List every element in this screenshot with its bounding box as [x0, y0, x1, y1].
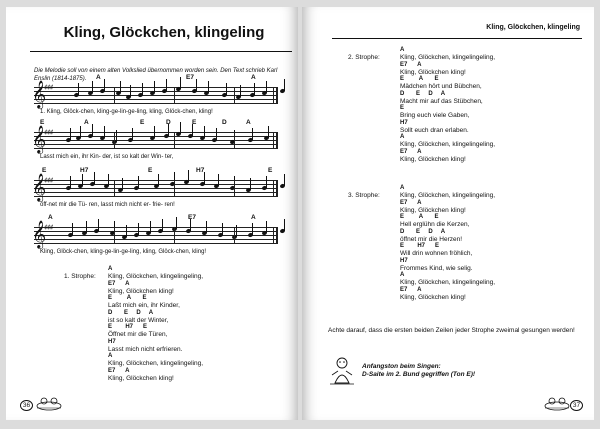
lyric-line: Kling, Glöckchen kling! [400, 293, 466, 301]
running-title: Kling, Glöckchen, klingeling [486, 24, 580, 31]
right-page [302, 7, 594, 420]
starting-note-tip [362, 363, 582, 379]
lyric-line: Laßt mich ein, ihr Kinder, [108, 302, 180, 309]
treble-clef-icon: 𝄞 [32, 80, 47, 108]
chord-symbol: E [400, 105, 405, 111]
key-signature-icon: ♯♯♯ [44, 176, 53, 185]
cartoon-figure-icon [34, 395, 64, 411]
bar-line [174, 132, 175, 148]
left-page [6, 7, 298, 420]
bar-line [114, 132, 115, 148]
chord-symbol: E7 [186, 74, 194, 81]
chord-symbol: E7 A [108, 367, 130, 374]
chord-symbol: E7 A [108, 280, 130, 287]
chord-symbol: E [42, 167, 47, 174]
lyric-line: Lasst mich ein, ihr Kin- der, ist so kalt der Win- ter, [40, 154, 174, 160]
key-signature-icon: ♯♯♯ [44, 83, 53, 92]
title-rule [30, 51, 292, 52]
chord-symbol: A [251, 74, 256, 81]
chord-symbol: E A E [400, 214, 439, 220]
music-staff [32, 220, 278, 248]
chord-symbol: H7 [80, 167, 89, 174]
chord-symbol: D [166, 119, 171, 126]
chord-symbol: D E D A [108, 309, 154, 316]
bar-line [234, 180, 235, 196]
treble-clef-icon: 𝄞 [32, 220, 47, 248]
end-bar-line [273, 132, 278, 148]
bar-line [234, 132, 235, 148]
chord-symbol: H7 [400, 119, 408, 126]
lyric-line: Frommes Kind, wie selig. [400, 264, 473, 272]
chord-symbol: D E D A [400, 90, 446, 97]
chord-symbol: A [400, 185, 405, 191]
lyric-line: Will drin wohnen fröhlich, [400, 250, 473, 257]
chord-symbol: D [222, 119, 227, 126]
music-staff [32, 125, 278, 153]
chord-symbol: D E D A [400, 228, 446, 235]
bar-line [114, 180, 115, 196]
running-title-rule [332, 38, 582, 39]
lyric-line: Kling, Glöckchen, klingelingeling, [400, 141, 496, 148]
chord-symbol: H7 [196, 167, 205, 174]
lyric-line: Kling, Glöckchen, klingelingeling, [400, 192, 496, 199]
chord-symbol: A [108, 353, 113, 359]
bar-line [174, 180, 175, 196]
end-bar-line [273, 87, 278, 103]
key-signature-icon: ♯♯♯ [44, 128, 53, 137]
chord-row [36, 119, 276, 128]
lyric-line: Kling, Glöckchen, klingelingeling, [400, 279, 496, 286]
lyric-line: Kling, Glöckchen kling! [400, 68, 466, 76]
verse-1 [108, 266, 288, 382]
verse-3-label: 3. Strophe: [348, 192, 380, 199]
treble-clef-icon: 𝄞 [32, 173, 47, 201]
chord-symbol: E7 A [400, 61, 422, 68]
page-number-text: 37 [570, 400, 583, 411]
chord-symbol: A [400, 134, 405, 140]
chord-symbol: A [84, 119, 89, 126]
bar-line [174, 87, 175, 103]
cartoon-figure-icon [326, 353, 358, 385]
repeat-note: Achte darauf, dass die ersten beiden Zeilen jeder Strophe zweimal gesungen werden! [328, 327, 575, 334]
verse-2 [400, 47, 580, 163]
chord-row [36, 167, 276, 176]
treble-clef-icon: 𝄞 [32, 125, 47, 153]
lyric-line: ist so kalt der Winter, [108, 316, 169, 324]
lyric-line: Kling, Glöckchen, klingelingeling, [108, 273, 204, 280]
chord-symbol: E7 A [400, 199, 422, 206]
chord-symbol: H7 [108, 338, 116, 345]
song-title: Kling, Glöckchen, klingeling [63, 24, 265, 41]
lyric-line: Lasst mich nicht erfrieren. [108, 345, 183, 353]
chord-symbol: E7 [188, 214, 196, 221]
lyric-line: Kling, Glöckchen kling! [400, 155, 466, 163]
chord-symbol: E H7 E [108, 324, 148, 330]
chord-symbol: A [96, 74, 101, 81]
tip-line-2: D-Saite im 2. Bund gegriffen (Ton E)! [362, 371, 476, 378]
chord-symbol: E [268, 167, 273, 174]
chord-symbol: E [40, 119, 45, 126]
chord-symbol: E A E [108, 295, 147, 301]
bar-line [114, 227, 115, 243]
lyric-line: Kling, Glöckchen, klingelingeling, [108, 360, 204, 367]
chord-row [36, 214, 276, 223]
tip-line-1: Anfangston beim Singen: [362, 363, 441, 370]
lyric-line: Hell erglühn die Kerzen, [400, 221, 470, 228]
chord-symbol: E [192, 119, 197, 126]
chord-symbol: A [246, 119, 251, 126]
chord-symbol: A [108, 266, 113, 272]
lyric-line: Kling, Glöckchen kling! [400, 206, 466, 214]
verse-2-label: 2. Strophe: [348, 54, 380, 61]
lyric-line: Bring euch viele Gaben, [400, 112, 470, 119]
music-staff [32, 80, 278, 108]
bar-line [234, 227, 235, 243]
chord-symbol: H7 [400, 257, 408, 264]
chord-symbol: E H7 E [400, 243, 440, 249]
key-signature-icon: ♯♯♯ [44, 223, 53, 232]
intro-text: Die Melodie soll von einem alten Volkslied übernommen worden sein. Den Text schrieb Karl Enslin (1814-1875). [34, 68, 278, 82]
end-bar-line [273, 227, 278, 243]
chord-row [36, 74, 276, 83]
lyric-line: Kling, Glöck-chen, kling-ge-lin-ge-ling, kling, Glöck-chen, kling! [40, 249, 207, 255]
chord-symbol: E [148, 167, 153, 174]
page-number-left [20, 400, 33, 411]
page-number-text: 36 [20, 400, 33, 411]
page-number-right [570, 400, 583, 411]
chord-symbol: E7 A [400, 286, 422, 293]
lyric-line: öff-net mir die Tü- ren, lasst mich nicht er- frie- ren! [40, 202, 175, 208]
chord-symbol: E7 A [400, 148, 422, 155]
lyric-line: Mädchen hört und Bübchen, [400, 83, 482, 90]
lyric-line: öffnet mir die Herzen! [400, 235, 463, 243]
chord-symbol: E A E [400, 76, 439, 82]
lyric-line: 1. Kling, Glöck-chen, kling-ge-lin-ge-ling, kling, Glöck-chen, kling! [40, 109, 213, 115]
lyric-line: Macht mir auf das Stübchen, [400, 97, 483, 105]
bar-line [114, 87, 115, 103]
chord-symbol: E [140, 119, 145, 126]
lyric-line: Öffnet mir die Türen, [108, 331, 168, 338]
bar-line [174, 227, 175, 243]
music-staff [32, 173, 278, 201]
lyric-line: Kling, Glöckchen, klingelingeling, [400, 54, 496, 61]
cartoon-figure-icon [542, 395, 572, 411]
verse-3 [400, 185, 580, 301]
lyric-line: Kling, Glöckchen kling! [108, 374, 174, 382]
bar-line [234, 87, 235, 103]
chord-symbol: A [251, 214, 256, 221]
lyric-line: Kling, Glöckchen kling! [108, 287, 174, 295]
chord-symbol: A [48, 214, 53, 221]
verse-1-label: 1. Strophe: [64, 273, 96, 280]
lyric-line: Sollt euch dran erlaben. [400, 126, 469, 134]
chord-symbol: A [400, 272, 405, 278]
chord-symbol: A [400, 47, 405, 53]
end-bar-line [273, 180, 278, 196]
